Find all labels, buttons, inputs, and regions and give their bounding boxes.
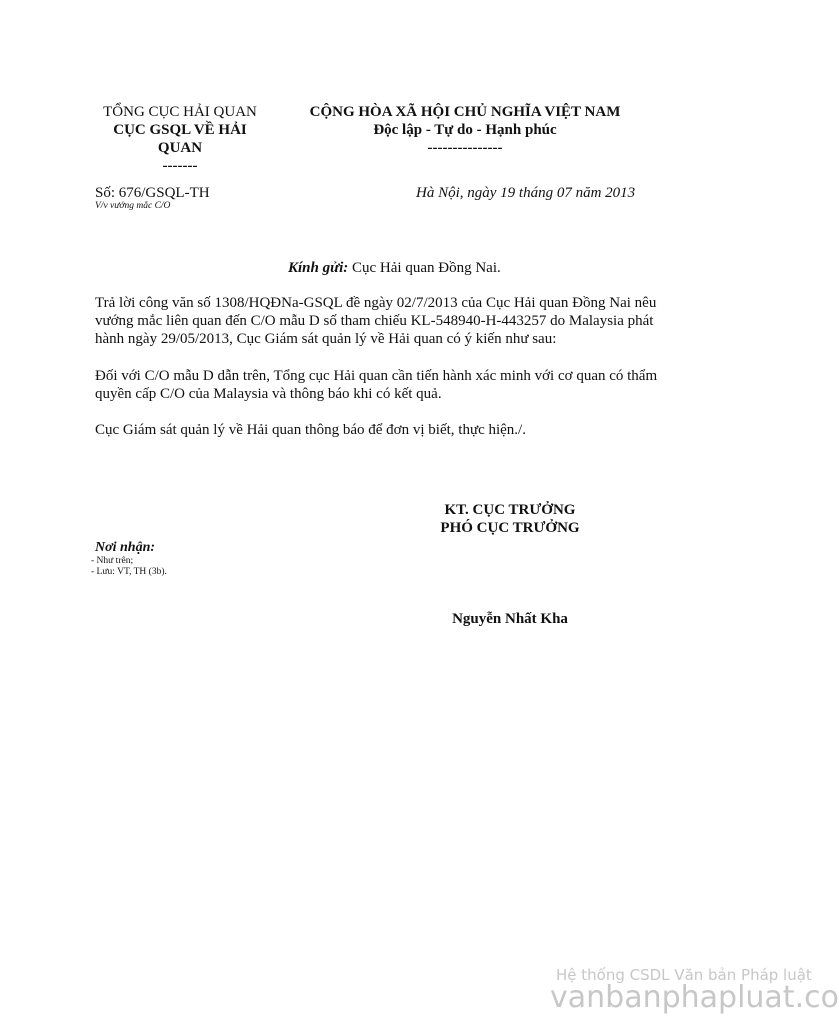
body-line: Trả lời công văn số 1308/HQĐNa-GSQL đề ngày 02/7/2013 của Cục Hải quan Đồng Nai nêu — [95, 295, 657, 311]
issuing-agency-block — [80, 103, 280, 175]
document-number: Số: 676/GSQL-TH — [95, 185, 210, 201]
agency-name-line1: CỤC GSQL VỀ HẢI — [113, 122, 247, 138]
recipient-line — [288, 259, 501, 277]
body-line: quyền cấp C/O của Malaysia và thông báo khi có kết quả. — [95, 386, 442, 402]
document-subject: V/v vướng mắc C/O — [95, 201, 171, 211]
signer-name: Nguyễn Nhất Kha — [452, 611, 568, 627]
parent-agency: TỔNG CỤC HẢI QUAN — [103, 104, 257, 120]
recipient-label: Kính gửi: — [288, 260, 349, 276]
signature-title-2: PHÓ CỤC TRƯỞNG — [440, 520, 580, 536]
body-line: Đối với C/O mẫu D dẫn trên, Tổng cục Hải quan cần tiến hành xác minh với cơ quan có thẩm — [95, 368, 658, 384]
issue-date: Hà Nội, ngày 19 tháng 07 năm 2013 — [416, 185, 636, 201]
body-paragraph-2 — [95, 367, 715, 403]
recipients-label: Nơi nhận: — [95, 540, 156, 555]
agency-name-line2: QUAN — [157, 140, 203, 156]
watermark-line-1: Hệ thống CSDL Văn bản Pháp luật — [556, 966, 812, 984]
motto-separator: --------------- — [427, 140, 503, 156]
national-header-block — [275, 103, 655, 157]
signature-title-block — [400, 501, 620, 537]
recipient-item: - Như trên; — [91, 556, 134, 566]
body-paragraph-1 — [95, 294, 715, 348]
recipient-item: - Lưu: VT, TH (3b). — [91, 567, 167, 577]
agency-separator: ------- — [162, 158, 198, 174]
body-line: hành ngày 29/05/2013, Cục Giám sát quản lý về Hải quan có ý kiến như sau: — [95, 331, 557, 347]
nation-title: CỘNG HÒA XÃ HỘI CHỦ NGHĨA VIỆT NAM — [309, 104, 621, 120]
signature-title-1: KT. CỤC TRƯỞNG — [444, 502, 576, 518]
watermark-line-2: vanbanphapluat.co — [550, 980, 839, 1015]
recipient-name: Cục Hải quan Đồng Nai. — [352, 260, 501, 276]
body-paragraph-3: Cục Giám sát quản lý về Hải quan thông báo để đơn vị biết, thực hiện./. — [95, 422, 526, 438]
body-line: vướng mắc liên quan đến C/O mẫu D số tham chiếu KL-548940-H-443257 do Malaysia phát — [95, 313, 654, 329]
recipients-list — [91, 556, 167, 578]
national-motto: Độc lập - Tự do - Hạnh phúc — [373, 122, 557, 138]
